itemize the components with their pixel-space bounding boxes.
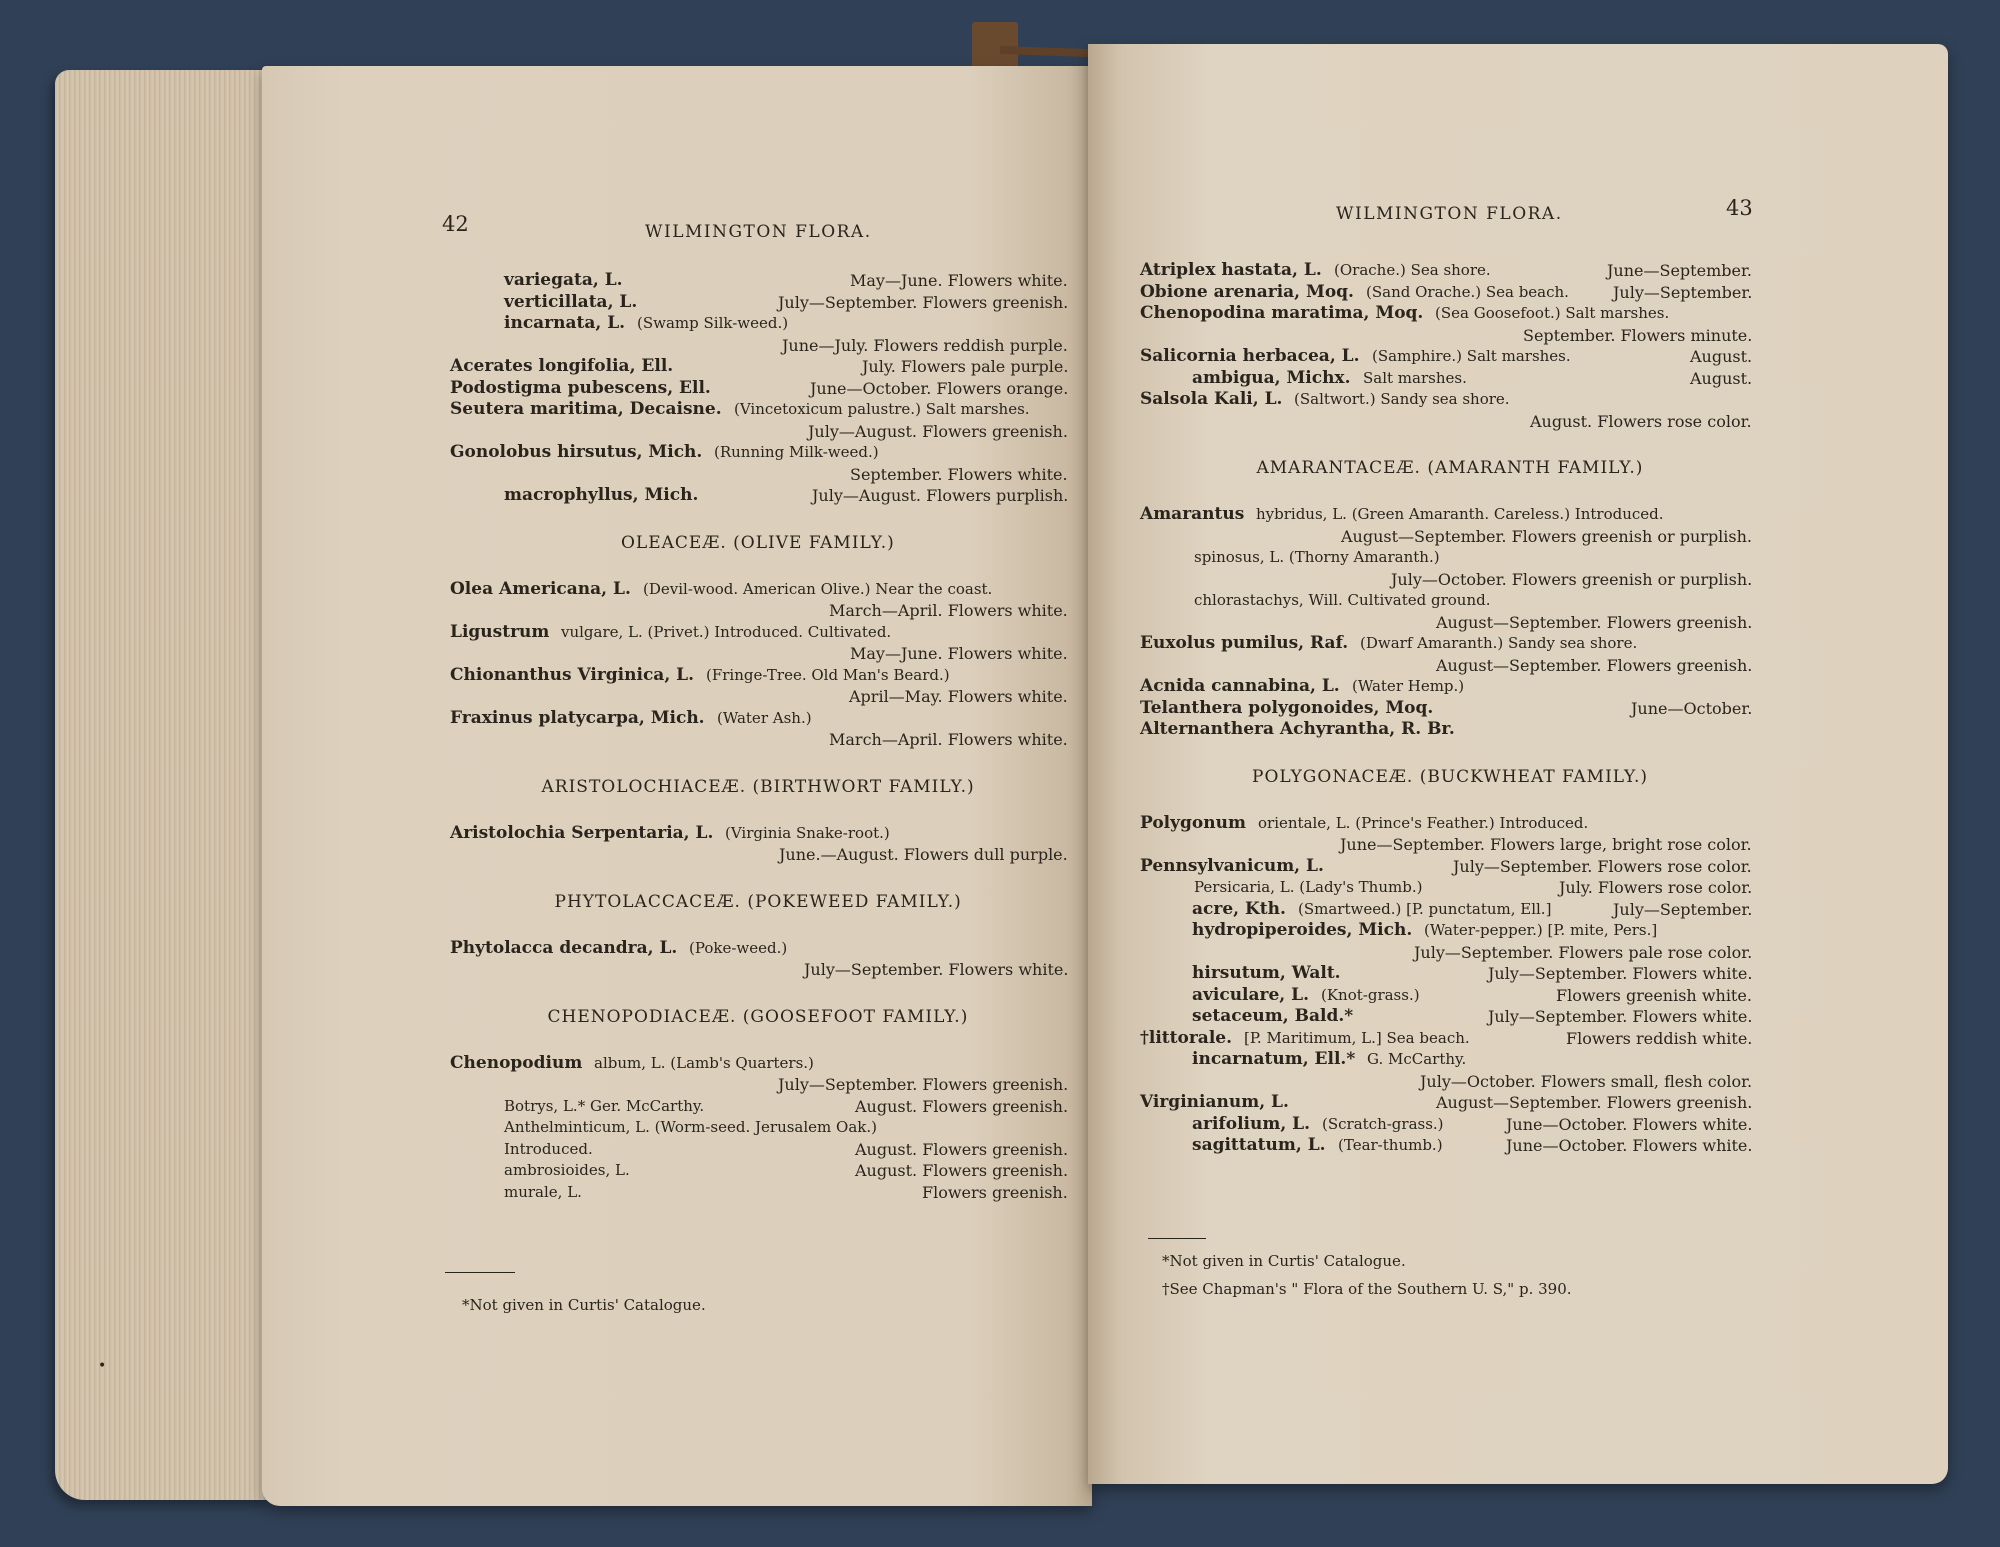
species-note: (Smartweed.) [P. punctatum, Ell.] — [1298, 899, 1552, 918]
species-note: (Water Ash.) — [717, 708, 812, 727]
species-name: acre, Kth. — [1192, 898, 1286, 919]
bloom-info: May—June. Flowers white. — [850, 271, 1068, 290]
species-note: (Water-pepper.) [P. mite, Pers.] — [1424, 921, 1658, 939]
species-name: Acerates longifolia, Ell. — [450, 356, 674, 376]
species-name: hirsutum, Walt. — [1192, 963, 1341, 983]
species-note: Salt marshes. — [1363, 368, 1467, 387]
ink-spot: • — [98, 1358, 107, 1374]
footnote-rule-right — [1148, 1238, 1206, 1239]
family-heading: AMARANTACEÆ. (AMARANTH FAMILY.) — [1256, 458, 1644, 478]
species-name: Polygonum — [1140, 812, 1246, 833]
species-note: (Water Hemp.) — [1352, 677, 1465, 695]
species-name: Atriplex hastata, L. — [1140, 260, 1322, 280]
species-name: Chenopodina maratima, Moq. — [1140, 303, 1424, 323]
bloom-info: Flowers greenish white. — [1556, 985, 1752, 1005]
species-name: hydropiperoides, Mich. — [1192, 920, 1413, 940]
family-heading: OLEACEÆ. (OLIVE FAMILY.) — [621, 532, 895, 553]
species-note: (Devil-wood. American Olive.) Near the coast. — [643, 579, 993, 598]
species-note: murale, L. — [504, 1182, 582, 1201]
footnote-right-1: *Not given in Curtis' Catalogue. — [1162, 1252, 1406, 1270]
species-note: spinosus, L. (Thorny Amaranth.) — [1194, 548, 1440, 566]
family-heading: POLYGONACEÆ. (BUCKWHEAT FAMILY.) — [1252, 766, 1649, 787]
bloom-info: August—September. Flowers greenish. — [1436, 1093, 1753, 1112]
species-name: Chenopodium — [450, 1052, 583, 1073]
species-name: Amarantus — [1140, 504, 1245, 524]
bloom-info: August. — [1690, 368, 1753, 388]
species-name: incarnatum, Ell.* — [1192, 1049, 1356, 1069]
species-name: Gonolobus hirsutus, Mich. — [450, 442, 703, 462]
species-note: (Dwarf Amaranth.) Sandy sea shore. — [1360, 634, 1638, 652]
species-name: variegata, L. — [504, 270, 623, 290]
species-name: †littorale. — [1140, 1027, 1233, 1048]
species-note: (Sea Goosefoot.) Salt marshes. — [1435, 304, 1670, 322]
bloom-info: April—May. Flowers white. — [849, 687, 1068, 706]
bloom-info: March—April. Flowers white. — [829, 601, 1068, 620]
footnote-left: *Not given in Curtis' Catalogue. — [462, 1296, 706, 1314]
species-note: vulgare, L. (Privet.) Introduced. Cultivated. — [561, 622, 892, 641]
bloom-info: July—September. Flowers white. — [1488, 1007, 1753, 1026]
species-name: Euxolus pumilus, Raf. — [1140, 633, 1349, 653]
bloom-info: July—September. — [1613, 282, 1753, 302]
species-note: (Saltwort.) Sandy sea shore. — [1294, 390, 1510, 408]
bloom-info: May—June. Flowers white. — [850, 644, 1068, 663]
footnote-right-2: †See Chapman's " Flora of the Southern U. S," p. 390. — [1162, 1280, 1572, 1298]
bloom-info: June—September. — [1607, 261, 1752, 280]
bloom-info: March—April. Flowers white. — [829, 730, 1068, 749]
footnote-rule-left — [445, 1272, 515, 1273]
bloom-info: July—September. Flowers rose color. — [1453, 856, 1752, 876]
bloom-info: August—September. Flowers greenish. — [1436, 612, 1753, 632]
species-name: Phytolacca decandra, L. — [450, 937, 678, 958]
bloom-info: August. Flowers greenish. — [855, 1096, 1069, 1116]
bloom-info: June—September. Flowers large, bright rose color. — [1340, 835, 1752, 854]
species-name: Obione arenaria, Moq. — [1140, 281, 1354, 302]
species-name: Podostigma pubescens, Ell. — [450, 377, 711, 398]
bloom-info: June.—August. Flowers dull purple. — [779, 845, 1068, 864]
bloom-info: August—September. Flowers greenish. — [1436, 655, 1753, 675]
running-head-right: WILMINGTON FLORA. — [1336, 204, 1563, 224]
bloom-info: July—October. Flowers small, flesh color. — [1420, 1071, 1753, 1091]
bloom-info: August. Flowers greenish. — [855, 1161, 1069, 1180]
species-name: Telanthera polygonoides, Moq. — [1140, 697, 1434, 718]
species-name: verticillata, L. — [504, 291, 638, 312]
bloom-info: July—September. Flowers greenish. — [778, 1075, 1069, 1094]
species-note: (Vincetoxicum palustre.) Salt marshes. — [734, 400, 1030, 418]
species-note: Anthelminticum, L. (Worm-seed. Jerusalem Oak.) — [504, 1118, 877, 1136]
species-note: Introduced. — [504, 1139, 593, 1158]
page-stack-edge — [55, 70, 270, 1500]
bloom-info: September. Flowers minute. — [1523, 325, 1753, 345]
family-heading: PHYTOLACCACEÆ. (POKEWEED FAMILY.) — [554, 891, 962, 912]
species-name: sagittatum, L. — [1192, 1135, 1326, 1155]
species-name: Acnida cannabina, L. — [1140, 676, 1340, 696]
species-name: Aristolochia Serpentaria, L. — [450, 822, 714, 843]
species-note: [P. Maritimum, L.] Sea beach. — [1244, 1028, 1470, 1047]
bloom-info: Flowers reddish white. — [1566, 1028, 1753, 1048]
species-note: G. McCarthy. — [1367, 1050, 1467, 1068]
species-note: orientale, L. (Prince's Feather.) Introduced. — [1258, 813, 1589, 832]
species-name: Salsola Kali, L. — [1140, 389, 1283, 409]
species-name: aviculare, L. — [1192, 984, 1310, 1005]
species-name: Fraxinus platycarpa, Mich. — [450, 707, 705, 728]
species-name: Virginianum, L. — [1140, 1092, 1289, 1112]
bloom-info: July—September. Flowers pale rose color. — [1414, 942, 1753, 962]
species-note: (Swamp Silk-weed.) — [637, 314, 789, 332]
species-note: album, L. (Lamb's Quarters.) — [594, 1053, 814, 1072]
species-note: chlorastachys, Will. Cultivated ground. — [1194, 591, 1491, 609]
species-name: ambigua, Michx. — [1192, 367, 1351, 388]
species-name: Chionanthus Virginica, L. — [450, 664, 695, 685]
species-note: (Scratch-grass.) — [1322, 1114, 1444, 1133]
page-number-left: 42 — [442, 212, 469, 236]
bloom-info: June—July. Flowers reddish purple. — [782, 335, 1068, 355]
species-note: (Virginia Snake-root.) — [725, 823, 890, 842]
running-head-left: WILMINGTON FLORA. — [645, 222, 872, 242]
species-name: macrophyllus, Mich. — [504, 485, 699, 505]
species-name: Ligustrum — [450, 621, 550, 642]
species-name: arifolium, L. — [1192, 1113, 1311, 1134]
bloom-info: June—October. Flowers white. — [1506, 1114, 1753, 1134]
family-heading: ARISTOLOCHIACEÆ. (BIRTHWORT FAMILY.) — [541, 776, 975, 797]
species-name: Salicornia herbacea, L. — [1140, 346, 1360, 366]
bloom-info: July—September. Flowers white. — [1488, 964, 1753, 983]
species-note: Botrys, L.* Ger. McCarthy. — [504, 1096, 705, 1115]
bloom-info: July—September. — [1613, 899, 1753, 919]
bloom-info: July—September. Flowers greenish. — [778, 292, 1069, 312]
family-heading: CHENOPODIACEÆ. (GOOSEFOOT FAMILY.) — [547, 1006, 969, 1027]
bloom-info: August. Flowers greenish. — [855, 1139, 1069, 1159]
species-note: (Orache.) Sea shore. — [1334, 261, 1491, 279]
species-name: incarnata, L. — [504, 313, 626, 333]
bloom-info: Flowers greenish. — [922, 1182, 1068, 1202]
bloom-info: July—September. Flowers white. — [804, 960, 1069, 979]
species-note: Persicaria, L. (Lady's Thumb.) — [1194, 878, 1423, 896]
species-name: Alternanthera Achyrantha, R. Br. — [1140, 719, 1455, 739]
species-note: (Sand Orache.) Sea beach. — [1366, 282, 1569, 301]
species-note: (Fringe-Tree. Old Man's Beard.) — [706, 665, 950, 684]
bloom-info: August. Flowers rose color. — [1530, 411, 1752, 431]
species-name: Seutera maritima, Decaisne. — [450, 399, 722, 419]
bloom-info: July. Flowers rose color. — [1559, 878, 1753, 897]
bloom-info: June—October. — [1631, 698, 1753, 718]
species-note: (Knot-grass.) — [1321, 985, 1420, 1004]
bloom-info: June—October. Flowers orange. — [810, 378, 1069, 398]
page-number-right: 43 — [1726, 196, 1753, 220]
bloom-info: July—August. Flowers greenish. — [808, 421, 1068, 441]
species-name: setaceum, Bald.* — [1192, 1006, 1354, 1026]
bloom-info: June—October. Flowers white. — [1506, 1136, 1753, 1155]
species-note: ambrosioides, L. — [504, 1161, 630, 1179]
species-note: hybridus, L. (Green Amaranth. Careless.) Introduced. — [1256, 505, 1664, 523]
species-name: Pennsylvanicum, L. — [1140, 855, 1324, 876]
bloom-info: July—August. Flowers purplish. — [812, 486, 1069, 505]
bloom-info: July. Flowers pale purple. — [862, 357, 1069, 376]
bloom-info: September. Flowers white. — [850, 464, 1068, 484]
bloom-info: July—October. Flowers greenish or purplish. — [1391, 569, 1753, 589]
bloom-info: August. — [1690, 347, 1753, 366]
species-note: (Tear-thumb.) — [1338, 1136, 1443, 1154]
species-note: (Running Milk-weed.) — [714, 443, 879, 461]
species-note: (Samphire.) Salt marshes. — [1372, 347, 1571, 365]
species-name: Olea Americana, L. — [450, 578, 631, 599]
bloom-info: August—September. Flowers greenish or purplish. — [1341, 526, 1753, 546]
species-note: (Poke-weed.) — [689, 938, 788, 957]
